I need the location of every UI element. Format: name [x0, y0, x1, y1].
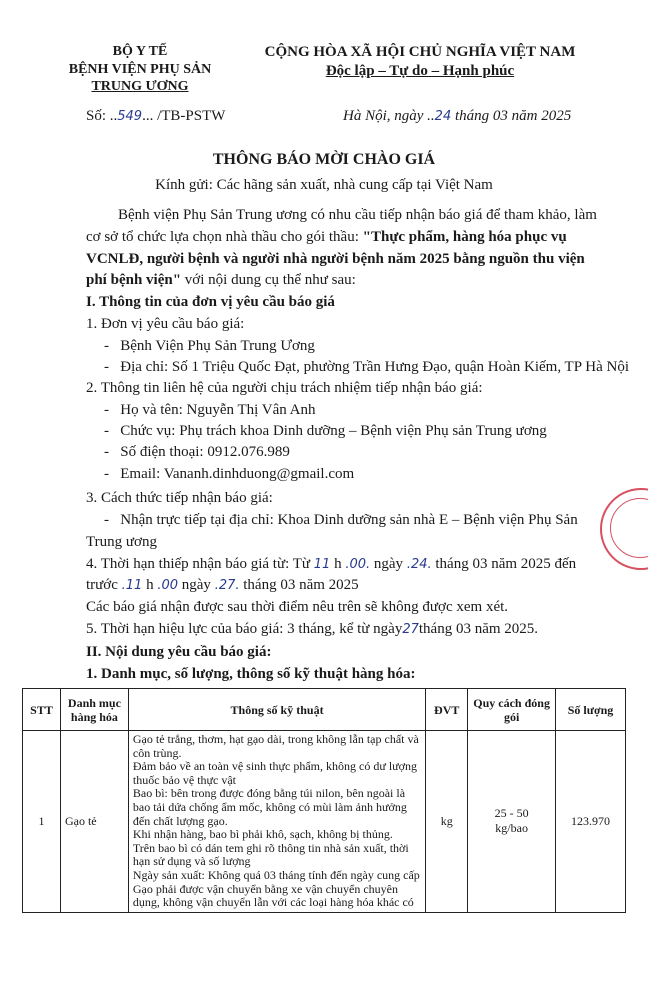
section2-heading: II. Nội dung yêu cầu báo giá:: [86, 644, 272, 660]
item4-minute2-handwritten: .00: [157, 578, 179, 593]
section1-item3: 3. Cách thức tiếp nhận báo giá:: [86, 490, 273, 506]
intro-line1: Bệnh viện Phụ Sản Trung ương có nhu cầu tiếp nhận báo giá để tham khảo, làm: [118, 207, 597, 223]
spec-line: Bao bì: bên trong được đóng bằng túi nilon, bên ngoài là: [132, 786, 406, 801]
document-number-suffix: ... /TB-PSTW: [142, 108, 226, 124]
motto-wrap: [258, 63, 582, 80]
date-prefix: Hà Nội, ngày ..: [343, 108, 435, 124]
date-suffix: tháng 03 năm 2025: [451, 108, 572, 124]
contact-phone-item: [104, 444, 290, 461]
document-number-handwritten: 549: [117, 109, 143, 124]
package-name-part3: phí bệnh viện": [86, 272, 182, 288]
page-title: THÔNG BÁO MỜI CHÀO GIÁ: [212, 151, 436, 168]
receive-method-line2: Trung ương: [86, 534, 157, 550]
document-number: [86, 108, 225, 125]
col-header-packing: Quy cách đóng gói: [468, 689, 556, 731]
item4-day2-handwritten: .27.: [214, 578, 240, 593]
contact-name: Họ và tên: Nguyễn Thị Vân Anh: [120, 402, 316, 418]
spec-line: đến chất lượng gạo.: [132, 813, 228, 828]
seal-stamp-inner: [610, 498, 648, 558]
recipient: Kính gửi: Các hãng sản xuất, nhà cung cấp tại Việt Nam: [155, 177, 493, 193]
unit-name: Bệnh Viện Phụ Sản Trung Ương: [120, 338, 315, 354]
address: Địa chỉ: Số 1 Triệu Quốc Đạt, phường Trần Hưng Đạo, quận Hoàn Kiếm, TP Hà Nội: [120, 359, 629, 375]
item4-text-h: tháng 03 năm 2025: [239, 577, 359, 593]
section1-item1: 1. Đơn vị yêu cầu báo giá:: [86, 316, 245, 332]
spec-line: bao tải dứa chống ẩm mốc, không có mùi làm ảnh hưởng: [132, 799, 407, 814]
contact-phone: Số điện thoại: 0912.076.989: [120, 444, 290, 460]
item4-text-d: tháng 03 năm 2025 đến: [431, 556, 577, 572]
item4-text-a: 4. Thời hạn thiếp nhận báo giá từ: Từ: [86, 556, 314, 572]
late-note: Các báo giá nhận được sau thời điểm nêu trên sẽ không được xem xét.: [86, 599, 509, 615]
receive-method-line1: Nhận trực tiếp tại địa chỉ: Khoa Dinh dưỡng sản nhà E – Bệnh viện Phụ Sản: [120, 512, 578, 528]
bullet-dash: -: [104, 512, 121, 528]
spec-line: Ngày sản xuất: Không quá 03 tháng tính đến ngày cung cấp: [132, 867, 420, 882]
spec-line: Khi nhận hàng, bao bì phải khô, sạch, không bị thủng.: [132, 827, 393, 842]
ministry-name: BỘ Y TẾ: [112, 44, 168, 59]
col-header-qty: Số lượng: [556, 689, 626, 731]
item4-day1-handwritten: .24.: [406, 557, 432, 572]
row-qty: 123.970: [556, 731, 626, 913]
bullet-dash: -: [104, 338, 121, 354]
contact-position: Chức vụ: Phụ trách khoa Dinh dưỡng – Bệnh viện Phụ sản Trung ương: [120, 423, 547, 439]
section1-item5: [86, 621, 538, 638]
hospital-name-line1: BỆNH VIỆN PHỤ SẢN: [68, 62, 212, 77]
spec-line: côn trùng.: [132, 745, 182, 760]
spec-line: Gạo phải được vận chuyển bằng xe vận chuyển chuyên: [132, 881, 398, 896]
section1-item4-line2: [86, 577, 359, 594]
package-name-part1: "Thực phẩm, hàng hóa phục vụ: [362, 229, 567, 245]
document-number-prefix: Số: ..: [86, 108, 118, 124]
package-name-part2: VCNLĐ, người bệnh và người nhà người bệnh năm 2025 bằng nguồn thu viện: [86, 251, 585, 267]
bullet-dash: -: [104, 359, 121, 375]
item4-text-f: h: [142, 577, 158, 593]
col-header-unit: ĐVT: [426, 689, 468, 731]
item5-text-a: 5. Thời hạn hiệu lực của báo giá: 3 tháng, kể từ ngày: [86, 621, 403, 637]
bullet-dash: -: [104, 423, 121, 439]
hospital-name-line2: TRUNG ƯƠNG: [91, 79, 189, 94]
receive-method-item: [104, 512, 578, 529]
spec-line: Gạo tẻ trắng, thơm, hạt gạo dài, trong không lẫn tạp chất và: [132, 732, 419, 746]
item5-text-b: tháng 03 năm 2025.: [418, 621, 539, 637]
spec-table: [22, 688, 626, 913]
section1-heading: I. Thông tin của đơn vị yêu cầu báo giá: [86, 294, 335, 310]
row-spec: [128, 731, 425, 913]
item4-text-b: h: [330, 556, 346, 572]
bullet-dash: -: [104, 444, 121, 460]
row-packing: [468, 731, 556, 913]
item4-text-c: ngày: [370, 556, 407, 572]
bullet-dash: -: [104, 402, 121, 418]
contact-position-item: [104, 423, 547, 440]
row-packing-line1: 25 - 50: [494, 806, 529, 821]
item4-minute1-handwritten: .00.: [345, 557, 371, 572]
bullet-dash: -: [104, 466, 121, 482]
contact-name-item: [104, 402, 316, 419]
col-header-spec: Thông số kỹ thuật: [128, 689, 425, 731]
section1-item4-line1: [86, 556, 576, 573]
row-name: Gạo tẻ: [60, 731, 128, 913]
intro-line4-rest: với nội dung cụ thể như sau:: [181, 272, 356, 288]
spec-line: thuốc bảo vệ thực vật: [132, 772, 237, 787]
table-row: [23, 731, 626, 913]
spec-line: Đảm bảo về an toàn vệ sinh thực phẩm, không có dư lượng: [132, 759, 418, 774]
row-packing-line2: kg/bao: [495, 821, 528, 836]
seal-stamp: [600, 488, 648, 570]
col-header-stt: STT: [23, 689, 61, 731]
table-header-row: [23, 689, 626, 731]
item4-hour2-handwritten: .11: [121, 578, 143, 593]
row-stt: 1: [23, 731, 61, 913]
intro-line2: [86, 229, 567, 246]
spec-line: dụng, không vận chuyển lẫn với các loại hàng hóa khác có: [132, 895, 414, 910]
col-header-category: Danh mục hàng hóa: [60, 689, 128, 731]
item4-text-g: ngày: [178, 577, 215, 593]
motto: Độc lập – Tự do – Hạnh phúc: [325, 63, 515, 79]
document-date: [343, 108, 571, 125]
row-unit: kg: [426, 731, 468, 913]
nation-name: CỘNG HÒA XÃ HỘI CHỦ NGHĨA VIỆT NAM: [264, 44, 576, 60]
contact-email: Email: Vananh.dinhduong@gmail.com: [120, 466, 355, 482]
item5-day-handwritten: 27: [402, 622, 419, 637]
spec-line: Trên bao bì có dán tem ghi rõ thông tin nhà sản xuất, thời: [132, 840, 409, 855]
unit-name-item: [104, 338, 315, 355]
date-day-handwritten: 24: [434, 109, 452, 124]
section1-item2: 2. Thông tin liên hệ của người chịu trách nhiệm tiếp nhận báo giá:: [86, 380, 483, 396]
item4-hour1-handwritten: 11: [313, 557, 331, 572]
spec-line: hạn sử dụng và số lượng: [132, 854, 251, 869]
intro-line4: [86, 272, 356, 289]
section2-sub1: 1. Danh mục, số lượng, thông số kỹ thuật hàng hóa:: [86, 666, 416, 682]
hospital-name-line2-wrap: [60, 79, 220, 95]
contact-email-item: [104, 466, 354, 483]
item4-text-e: trước: [86, 577, 122, 593]
address-item: [104, 359, 629, 376]
intro-line2-prefix: cơ sở tổ chức lựa chọn nhà thầu cho gói thầu:: [86, 229, 363, 245]
